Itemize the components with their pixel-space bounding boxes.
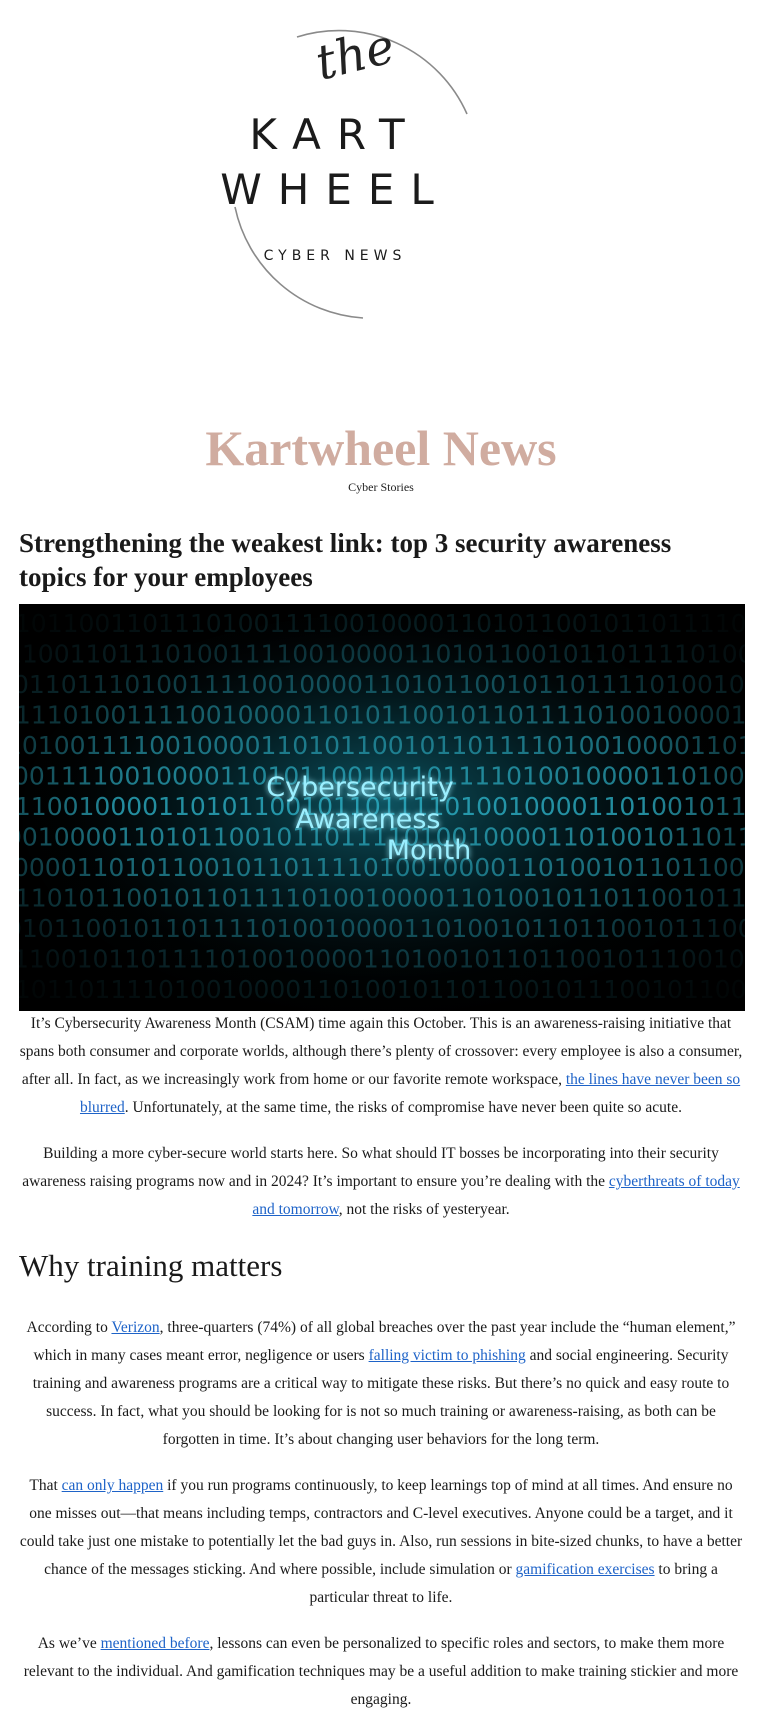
masthead-title: Kartwheel News — [205, 420, 557, 476]
paragraph-personalized — [19, 1630, 743, 1714]
p1-text-2: . Unfortunately, at the same time, the risks of compromise have never been quite so acute. — [124, 1099, 682, 1116]
p3-text-3: and social engineering. Security training and awareness programs are a critical way to mitigate these risks. But there’s no quick and easy route to success. In fact, what you should be looking for is not so much training or awareness-raising, as both can be forgotten in time. It’s about changing user behaviors for the long term. — [32, 1347, 730, 1448]
p3-text-1: According to — [26, 1319, 112, 1336]
logo-kart: KART — [249, 110, 421, 159]
link-lines-blurred[interactable]: the lines have never been so blurred — [79, 1071, 741, 1116]
article-headline: Strengthening the weakest link: top 3 security awareness topics for your employees — [19, 528, 672, 592]
logo-cyber-news: CYBER NEWS — [263, 248, 407, 264]
paragraph-intro — [19, 1010, 743, 1122]
link-can-only-happen[interactable]: can only happen — [61, 1477, 164, 1494]
p5-text-1: As we’ve — [37, 1635, 101, 1652]
section-heading: Why training matters — [19, 1248, 283, 1283]
p4-text-2: if you run programs continuously, to keep learnings top of mind at all times. And ensure no one misses out—that means including temps, contractors and C-level executives. Anyone could be a target, and it could take just one mistake to potentially let the bad guys in. Also, run sessions in bite-sized chunks, to have a better chance of the messages sticking. And where possible, include simulation or — [19, 1477, 743, 1578]
paragraph-building — [19, 1140, 743, 1224]
link-gamification[interactable]: gamification exercises — [515, 1561, 655, 1578]
logo-wheel: WHEEL — [220, 165, 450, 214]
kartwheel-logo — [205, 2, 535, 332]
link-phishing[interactable]: falling victim to phishing — [368, 1347, 526, 1364]
p2-text-1: Building a more cyber-secure world starts here. So what should IT bosses be incorporating into their security awareness raising programs now and in 2024? It’s important to ensure you’re dealing with the — [22, 1145, 719, 1190]
hero-graphic — [19, 604, 745, 1011]
p4-text-3: to bring a particular threat to life. — [309, 1561, 718, 1606]
p1-text-1: It’s Cybersecurity Awareness Month (CSAM) time again this October. This is an awareness-raising initiative that spans both consumer and corporate worlds, although there’s plenty of crossover: every employee is also a consumer, after all. In fact, as we increasingly work from home or our favorite remote workspace, — [19, 1015, 743, 1088]
p3-text-2: , three-quarters (74%) of all global breaches over the past year include the “human element,” which in many cases meant error, negligence or users — [33, 1319, 736, 1364]
paragraph-continuous — [19, 1472, 743, 1612]
logo-graphic — [205, 2, 535, 332]
p2-text-2: , not the risks of yesteryear. — [338, 1201, 510, 1218]
p5-text-2: , lessons can even be personalized to specific roles and sectors, to make them more relevant to the individual. And gamification techniques may be a useful addition to make training stickier and more engaging. — [23, 1635, 739, 1708]
hero-image — [19, 604, 745, 1011]
link-mentioned-before[interactable]: mentioned before — [100, 1635, 210, 1652]
link-cyberthreats[interactable]: cyberthreats of today and tomorrow — [252, 1173, 740, 1218]
p4-text-1: That — [29, 1477, 62, 1494]
paragraph-verizon — [19, 1314, 743, 1454]
link-verizon[interactable]: Verizon — [111, 1319, 160, 1336]
masthead-subtitle: Cyber Stories — [348, 480, 414, 494]
logo-script: the — [310, 18, 401, 92]
